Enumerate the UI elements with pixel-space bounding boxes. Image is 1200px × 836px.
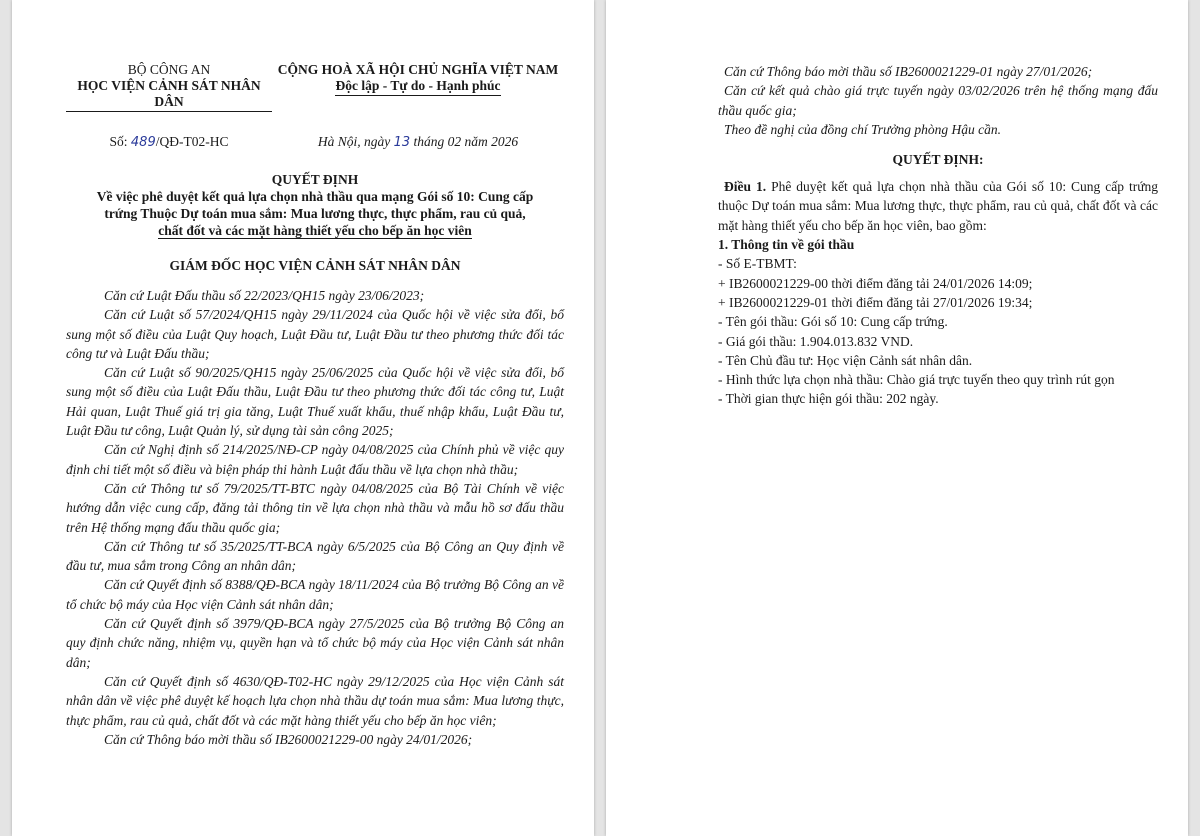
list-item: - Tên Chủ đầu tư: Học viện Cảnh sát nhân dân. xyxy=(718,352,973,368)
national-motto: Độc lập - Tự do - Hạnh phúc xyxy=(335,78,500,96)
list-item: - Số E-TBMT: xyxy=(718,256,797,272)
director-heading: GIÁM ĐỐC HỌC VIỆN CẢNH SÁT NHÂN DÂN xyxy=(169,258,461,273)
list-item: - Thời gian thực hiện gói thầu: 202 ngày. xyxy=(718,391,939,407)
document-page-1 xyxy=(12,0,594,836)
decision-heading: QUYẾT ĐỊNH: xyxy=(892,152,984,168)
legal-basis-paragraph: Căn cứ Nghị định số 214/2025/NĐ-CP ngày 04/08/2025 của Chính phủ về việc quy định chi tiết một số điều và biện pháp thi hành Luật đấu thầu về lựa chọn nhà thầu; xyxy=(66,442,564,477)
number-date-row xyxy=(66,134,564,151)
section-1-heading: 1. Thông tin về gói thầu xyxy=(718,237,855,253)
article-1-text: Phê duyệt kết quả lựa chọn nhà thầu của Gói số 10: Cung cấp trứng thuộc Dự toán mua sắm: Mua lương thực, thực phẩm, rau củ quả, chất đốt và các mặt hàng thiết yếu cho bếp ăn học viên, bao gồm: xyxy=(718,179,1159,233)
document-number: Số: 489/QĐ-T02-HC xyxy=(109,134,229,150)
academy-name: HỌC VIỆN CẢNH SÁT NHÂN DÂN xyxy=(66,78,272,112)
legal-basis-paragraph: Căn cứ Quyết định số 8388/QĐ-BCA ngày 18/11/2024 của Bộ trưởng Bộ Công an về tổ chức bộ máy của Học viện Cảnh sát nhân dân; xyxy=(66,577,564,612)
article-1 xyxy=(718,177,1158,235)
legal-basis-paragraph: Căn cứ Thông báo mời thầu số IB2600021229-00 ngày 24/01/2026; xyxy=(104,731,473,747)
list-item: + IB2600021229-00 thời điểm đăng tải 24/01/2026 14:09; xyxy=(718,275,1033,291)
legal-bases-continued xyxy=(718,62,1158,139)
list-item: - Hình thức lựa chọn nhà thầu: Chào giá trực tuyến theo quy trình rút gọn xyxy=(718,372,1115,388)
list-item: + IB2600021229-01 thời điểm đăng tải 27/01/2026 19:34; xyxy=(718,294,1033,310)
document-title: QUYẾT ĐỊNH xyxy=(271,172,359,187)
document-subtitle xyxy=(66,188,564,239)
legal-basis-paragraph: Căn cứ Quyết định số 4630/QĐ-T02-HC ngày 29/12/2025 của Học viện Cảnh sát nhân dân về việc phê duyệt kế hoạch lựa chọn nhà thầu dự toán mua sắm: Mua lương thực, thực phẩm, rau củ quả, chất đốt và các mặt hàng thiết yếu cho bếp ăn học viên; xyxy=(66,673,564,728)
legal-basis-paragraph: Căn cứ Thông tư số 35/2025/TT-BCA ngày 6/5/2025 của Bộ Công an Quy định về đầu tư, mua sắm trong Công an nhân dân; xyxy=(66,538,564,574)
legal-basis-paragraph: Căn cứ Luật Đấu thầu số 22/2023/QH15 ngày 23/06/2023; xyxy=(104,288,425,303)
article-1-label: Điều 1. xyxy=(724,179,767,195)
list-item: - Giá gói thầu: 1.904.013.832 VND. xyxy=(718,333,914,349)
legal-bases xyxy=(66,286,564,749)
document-header xyxy=(66,62,564,112)
handwritten-day: 13 xyxy=(393,135,411,150)
place-date: Hà Nội, ngày 13 tháng 02 năm 2026 xyxy=(317,134,519,150)
legal-basis-paragraph: Căn cứ Luật số 57/2024/QH15 ngày 29/11/2024 của Quốc hội về việc sửa đổi, bổ sung một số điều của Luật Quy hoạch, Luật Đầu tư, Luật Đầu tư theo phương thức đối tác công tư và Luật Đấu thầu; xyxy=(66,307,564,361)
national-title-block xyxy=(272,62,564,112)
legal-basis-paragraph: Căn cứ Thông tư số 79/2025/TT-BTC ngày 04/08/2025 của Bộ Tài Chính về việc hướng dẫn việc cung cấp, đăng tải thông tin về lựa chọn nhà thầu và mẫu hồ sơ đấu thầu trên Hệ thống mạng đấu thầu quốc gia; xyxy=(66,480,564,535)
legal-basis-paragraph: Căn cứ Thông báo mời thầu số IB2600021229-01 ngày 27/01/2026; xyxy=(724,64,1093,79)
issuer-block xyxy=(66,62,272,112)
legal-basis-paragraph: Căn cứ Luật số 90/2025/QH15 ngày 25/06/2025 của Quốc hội về việc sửa đổi, bổ sung một số điều của Luật Đấu thầu, Luật Đầu tư theo phương thức đối tác công tư, Luật Hải quan, Luật Thuế giá trị gia tăng, Luật Thuế xuất khẩu, thuế nhập khẩu, Luật Đầu tư, Luật Đầu tư công, Luật Quản lý, sử dụng tài sản công 2025; xyxy=(66,365,564,439)
subtitle-line: chất đốt và các mặt hàng thiết yếu cho bếp ăn học viên xyxy=(158,223,472,238)
proposal-paragraph: Theo đề nghị của đồng chí Trưởng phòng Hậu cần. xyxy=(724,121,1002,137)
list-item: - Tên gói thầu: Gói số 10: Cung cấp trứng. xyxy=(718,314,948,330)
subtitle-line: trứng Thuộc Dự toán mua sắm: Mua lương thực, thực phẩm, rau củ quả, xyxy=(104,206,526,221)
ministry-name: BỘ CÔNG AN xyxy=(127,62,211,77)
subtitle-line: Về việc phê duyệt kết quả lựa chọn nhà thầu qua mạng Gói số 10: Cung cấp xyxy=(96,189,534,204)
package-info-list xyxy=(718,254,1158,408)
document-page-2 xyxy=(606,0,1188,836)
handwritten-number: 489 xyxy=(130,135,156,150)
republic-name: CỘNG HOÀ XÃ HỘI CHỦ NGHĨA VIỆT NAM xyxy=(277,62,559,77)
legal-basis-paragraph: Căn cứ kết quả chào giá trực tuyến ngày 03/02/2026 trên hệ thống mạng đấu thầu quốc gia; xyxy=(718,83,1158,118)
legal-basis-paragraph: Căn cứ Quyết định số 3979/QĐ-BCA ngày 27/5/2025 của Bộ trưởng Bộ Công an quy định chức năng, nhiệm vụ, quyền hạn và tổ chức bộ máy của Học viện Cảnh sát nhân dân; xyxy=(66,616,564,670)
